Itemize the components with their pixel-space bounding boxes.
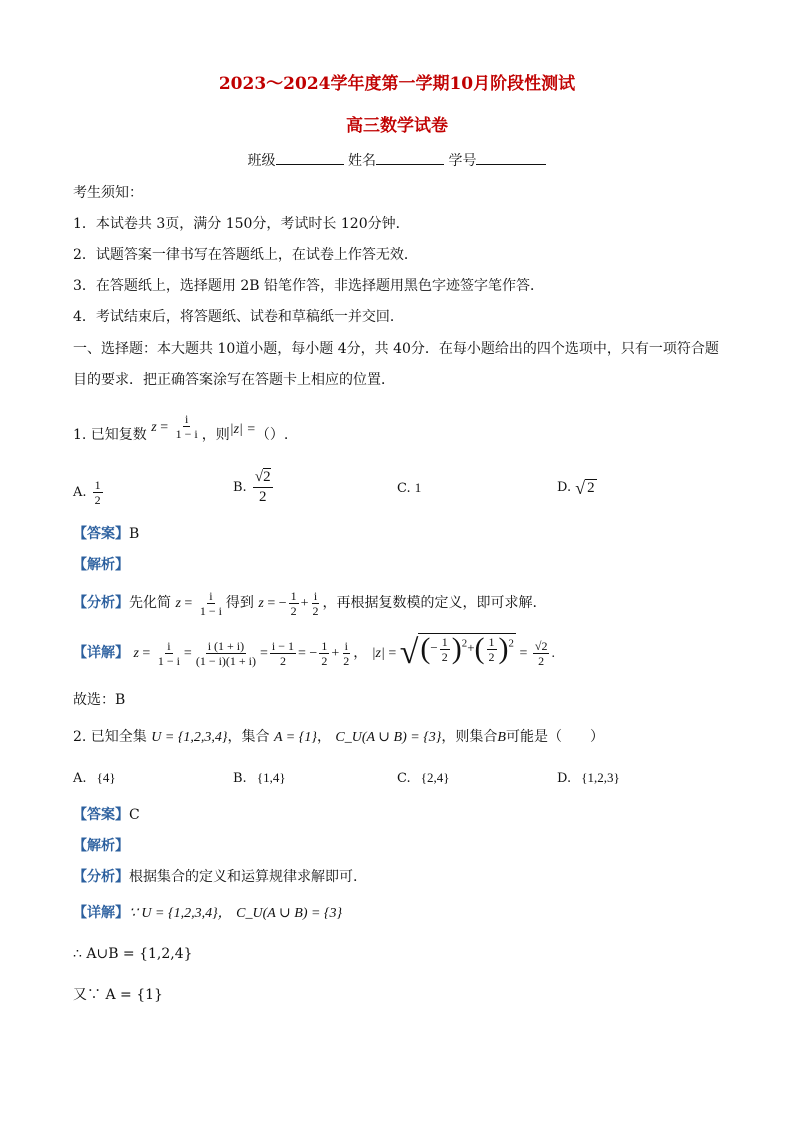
answer-tag: 【答案】 — [73, 526, 129, 542]
detail-text: ∵ U = {1,2,3,4}， — [129, 906, 232, 921]
q2-option-d[interactable] — [557, 768, 620, 789]
option-label: B. — [233, 771, 247, 786]
id-label: 学号 — [448, 153, 477, 169]
question-2-text: ， — [316, 729, 331, 745]
class-label: 班级 — [247, 153, 276, 169]
analysis-tag: 【解析】 — [73, 838, 129, 854]
question-1-suffix: （）. — [255, 427, 289, 443]
sqrt-2: √ 2 — [575, 477, 595, 498]
q2-detail — [73, 903, 342, 924]
detail-tag: 【详解】 — [73, 645, 129, 661]
modulus-sqrt: √ (− $\frac{1}{2}$ )$^2$+( $\frac{1}{2}$ )$^2$ — [399, 632, 514, 671]
option-label: D. — [557, 771, 572, 786]
option-value: {4} — [96, 770, 116, 785]
q2-answer-row — [73, 805, 140, 825]
q1-answer-row — [73, 524, 139, 544]
answer-tag: 【答案】 — [73, 807, 129, 823]
option-value: {2,4} — [420, 770, 450, 785]
notice-item: 4．考试结束后，将答题纸、试卷和草稿纸一并交回． — [73, 309, 404, 325]
notice-item: 2．试题答案一律书写在答题纸上，在试卷上作答无效． — [73, 247, 418, 263]
q2-fenxi — [73, 867, 357, 887]
exam-title: 2023～2024学年度第一学期10月阶段性测试 — [218, 74, 576, 94]
abs-z: |z| = — [229, 422, 256, 437]
question-2-text: ，则集合 — [441, 729, 498, 745]
q1-fenxi: 【分析】先化简 z = $\frac{i}{1 - i}$ 得到 z = − $\frac{1}{2}$ + $\frac{i}{2}$ ，再根据复数模的定义，即可求解. — [73, 588, 537, 618]
option-value: {1,4} — [256, 770, 286, 785]
exam-subtitle: 高三数学试卷 — [346, 116, 448, 136]
q2-detail-line2: ∴ A∪B = {1,2,4} — [73, 946, 193, 962]
question-2-prefix: 2. 已知全集 — [73, 729, 147, 745]
notice-item: 1．本试卷共 3页，满分 150分，考试时长 120分钟． — [73, 216, 410, 232]
notice-item: 3．在答题纸上，选择题用 2B 铅笔作答，非选择题用黑色字迹签字笔作答． — [73, 278, 545, 294]
q1-option-b[interactable] — [233, 468, 275, 507]
option-value: {1,2,3} — [581, 770, 620, 785]
section-heading-cont: 目的要求．把正确答案涂写在答题卡上相应的位置． — [73, 372, 395, 388]
notice-heading: 考生须知： — [73, 185, 143, 201]
q1-option-a[interactable] — [73, 478, 105, 507]
option-value: 1 — [414, 480, 422, 495]
var-z: z — [151, 420, 157, 435]
q2-option-c[interactable] — [397, 768, 450, 789]
question-2-text: ，集合 — [227, 729, 270, 745]
q2-option-b[interactable] — [233, 768, 286, 789]
q2-answer: C — [129, 807, 140, 823]
detail-tag: 【详解】 — [73, 905, 129, 921]
analysis-tag: 【解析】 — [73, 557, 129, 573]
detail-text: C_U(A ∪ B) = {3} — [236, 906, 343, 921]
q1-analysis-tag — [73, 555, 129, 575]
q1-option-c[interactable] — [397, 478, 421, 499]
question-1: 1. 已知复数 z = $\frac{i}{1 - i}$ ，则|z| =（）. — [73, 411, 289, 443]
fraction-one-half: $\frac{1}{2}$ — [94, 478, 101, 507]
fraction-sqrt2-over-2: $\frac{√2}{2}$ — [254, 469, 271, 505]
q1-option-d[interactable] — [557, 478, 597, 498]
option-label: A. — [73, 771, 87, 786]
option-label: B. — [233, 480, 247, 495]
class-blank[interactable] — [276, 150, 344, 165]
q1-detail: 【详解】 z = $\frac{i}{1 - i}$ = $\frac{i (1 + i)}{(1 - i)(1 + i)}$ = $\frac{i - 1}{2}$ = − $\frac{1}{2}$ + $\frac{i}{2}$ ， |z| = √ (− $\frac{1}{2}$ )$^2$+( $\frac{1}{2}$ )$^2$ = $\frac{√2}{2}$ . — [73, 632, 555, 671]
question-2 — [73, 727, 604, 748]
q1-conclusion: 故选：B — [73, 692, 126, 708]
section-heading: 一、选择题：本大题共 10道小题，每小题 4分，共 40分．在每小题给出的四个选项中，只有一项符合题 — [73, 341, 719, 357]
question-1-mid: ，则 — [201, 427, 230, 443]
option-label: C. — [397, 481, 411, 496]
var-b: B — [497, 730, 506, 745]
name-label: 姓名 — [348, 153, 376, 169]
fraction-i-over-1-minus-i: $\frac{i}{1 - i}$ — [175, 411, 198, 441]
question-1-prefix: 1. 已知复数 — [73, 427, 147, 443]
q2-detail-line3: 又∵ A = {1} — [73, 987, 163, 1003]
name-blank[interactable] — [376, 150, 444, 165]
student-info-row — [0, 150, 794, 171]
fenxi-tag: 【分析】 — [73, 595, 129, 611]
set-a: A = {1} — [273, 730, 317, 745]
fenxi-tag: 【分析】 — [73, 869, 129, 885]
complement-expr: C_U(A ∪ B) = {3} — [335, 730, 442, 745]
q2-option-a[interactable] — [73, 768, 116, 789]
fenxi-text: 先化简 — [129, 595, 171, 611]
option-label: A. — [73, 485, 87, 500]
fenxi-text: 得到 — [225, 595, 254, 611]
q2-analysis-tag — [73, 836, 129, 856]
question-2-suffix: 可能是（ ） — [505, 729, 604, 745]
set-u: U = {1,2,3,4} — [151, 730, 228, 745]
fenxi-text: ，再根据复数模的定义，即可求解. — [322, 595, 537, 611]
option-label: C. — [397, 771, 411, 786]
q1-answer: B — [129, 526, 140, 542]
fenxi-text: 根据集合的定义和运算规律求解即可. — [129, 869, 358, 885]
option-label: D. — [557, 480, 572, 495]
id-blank[interactable] — [476, 150, 546, 165]
